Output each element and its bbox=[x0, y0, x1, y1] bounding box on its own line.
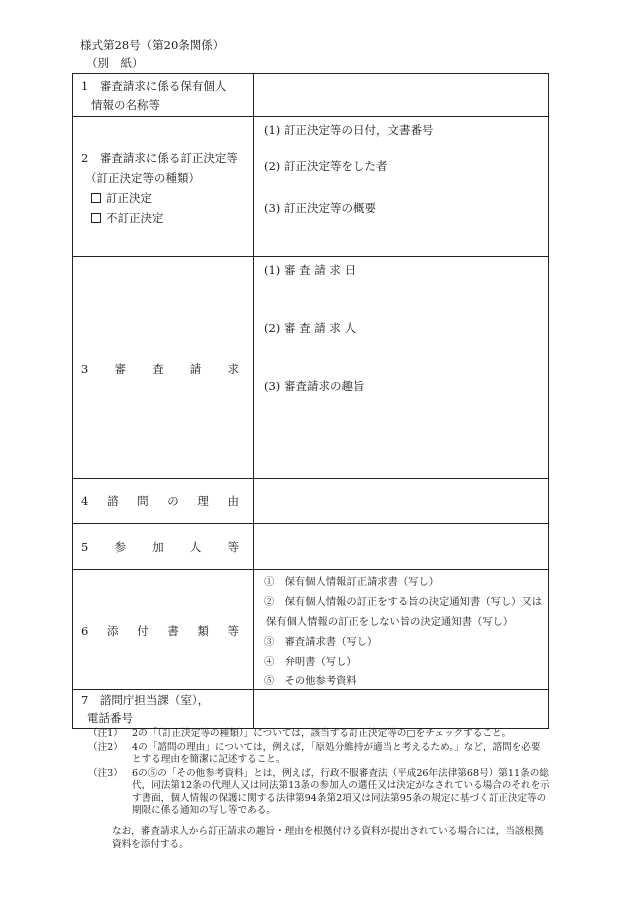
label-char: 請 bbox=[189, 362, 202, 376]
label-char: 参 bbox=[114, 540, 126, 554]
note-label: （注1） bbox=[88, 728, 123, 739]
label-line: 2 審査請求に係る訂正決定等 bbox=[81, 151, 238, 165]
item-requester: (2) 審 査 請 求 人 bbox=[264, 321, 357, 335]
label-char: 査 bbox=[152, 362, 164, 376]
label-line: 情報の名称等 bbox=[91, 98, 160, 112]
label-line: 1 審査請求に係る保有個人 bbox=[81, 79, 227, 93]
row-contact bbox=[73, 690, 549, 729]
label-char: 書 bbox=[167, 624, 179, 638]
note-text: 6の⑤の「その他参考資料」とは，例えば，行政不服審査法（平成26年法律第68号）第11条の総代，同法第12条の代理人又は同法第13条の参加人の選任又は決定がなされている場合のそれを示す書面，個人情報の保護に関する法律第94条第2項又は同法第95条の規定に基づく訂正決定等の期限に係る通知の写し等である。 bbox=[132, 767, 550, 816]
attachment-item: ① 保有個人情報訂正請求書（写し） bbox=[264, 576, 440, 588]
input-personal-info-name[interactable] bbox=[254, 74, 549, 117]
input-participants[interactable] bbox=[254, 524, 549, 570]
label-char: 由 bbox=[227, 494, 239, 508]
review-form-table bbox=[72, 73, 549, 729]
label-line: 電話番号 bbox=[87, 711, 133, 725]
label-spread bbox=[81, 540, 239, 554]
label-review-request bbox=[73, 257, 254, 479]
note-label: （注2） bbox=[88, 741, 123, 753]
label-char: 6 bbox=[81, 624, 89, 638]
final-note: なお，審査請求人から訂正請求の趣旨・理由を根拠付ける資料が提出されている場合には，当該根拠資料を添付する。 bbox=[112, 826, 544, 850]
label-correction-decision bbox=[73, 117, 254, 257]
label-char: 問 bbox=[137, 494, 149, 508]
input-contact[interactable] bbox=[254, 690, 549, 729]
attachment-item: ② 保有個人情報の訂正をする旨の決定通知書（写し）又は bbox=[264, 596, 543, 608]
row-consultation-reason bbox=[73, 479, 549, 524]
note-text: 4の「諮問の理由」については，例えば，「原処分維持が適当と考えるため。」など，諮問を必要とする理由を簡潔に記述すること。 bbox=[132, 741, 541, 765]
label-participants bbox=[73, 524, 254, 570]
label-consultation-reason bbox=[73, 479, 254, 524]
details-review-request[interactable] bbox=[254, 257, 549, 479]
item-decision-date: (1) 訂正決定等の日付，文書番号 bbox=[264, 123, 434, 137]
label-spread bbox=[81, 494, 239, 508]
attachment-item: ③ 審査請求書（写し） bbox=[264, 636, 378, 648]
note-item bbox=[88, 768, 550, 818]
row-correction-decision bbox=[73, 117, 549, 257]
label-char: 加 bbox=[152, 540, 164, 554]
option-no-correction[interactable] bbox=[91, 211, 164, 225]
label-attachments bbox=[73, 570, 254, 690]
row-review-request bbox=[73, 257, 549, 479]
label-char: 4 bbox=[81, 494, 89, 508]
label-char: 理 bbox=[197, 494, 209, 508]
label-line: 7 諮問庁担当課（室）， bbox=[81, 693, 210, 707]
label-char: 人 bbox=[189, 540, 202, 554]
label-char: 添 bbox=[106, 624, 119, 638]
attachment-item: 保有個人情報の訂正をしない旨の決定通知書（写し） bbox=[266, 616, 514, 628]
label-char: 審 bbox=[114, 362, 126, 376]
list-attachments bbox=[254, 570, 549, 690]
row-personal-info-name bbox=[73, 74, 549, 117]
label-char: の bbox=[167, 494, 179, 508]
item-decision-maker: (2) 訂正決定等をした者 bbox=[264, 159, 388, 173]
item-request-date: (1) 審 査 請 求 日 bbox=[264, 263, 357, 277]
attachment-label: （別 紙） bbox=[86, 56, 144, 70]
note-text: 2の「（訂正決定等の種類）」については，該当する訂正決定等の□をチェックすること。 bbox=[132, 728, 512, 739]
checkbox-icon[interactable] bbox=[91, 193, 101, 203]
item-decision-summary: (3) 訂正決定等の概要 bbox=[264, 201, 376, 215]
label-char: 諮 bbox=[106, 494, 119, 508]
label-contact bbox=[73, 690, 254, 729]
label-spread bbox=[81, 624, 239, 638]
label-char: 等 bbox=[227, 540, 239, 554]
option-correction[interactable] bbox=[91, 191, 152, 205]
label-spread bbox=[81, 362, 239, 376]
note-item bbox=[88, 742, 550, 767]
checkbox-icon[interactable] bbox=[91, 213, 101, 223]
row-participants bbox=[73, 524, 549, 570]
form-number: 様式第28号（第20条関係） bbox=[80, 38, 225, 52]
notes-section bbox=[88, 728, 550, 819]
label-char: 等 bbox=[227, 624, 239, 638]
note-item bbox=[88, 728, 550, 741]
label-char: 類 bbox=[197, 624, 209, 638]
label-char: 付 bbox=[137, 624, 149, 638]
row-attachments bbox=[73, 570, 549, 690]
label-line: （訂正決定等の種類） bbox=[85, 171, 200, 185]
label-char: 5 bbox=[81, 540, 89, 554]
details-correction-decision[interactable] bbox=[254, 117, 549, 257]
label-char: 3 bbox=[81, 362, 89, 376]
option-label: 不訂正決定 bbox=[106, 211, 164, 225]
option-label: 訂正決定 bbox=[106, 191, 152, 205]
label-personal-info-name bbox=[73, 74, 254, 117]
attachment-item: ④ 弁明書（写し） bbox=[264, 656, 357, 668]
attachment-item: ⑤ その他参考資料 bbox=[264, 675, 357, 687]
input-consultation-reason[interactable] bbox=[254, 479, 549, 524]
note-label: （注3） bbox=[88, 767, 123, 779]
item-request-purpose: (3) 審査請求の趣旨 bbox=[264, 379, 365, 393]
label-char: 求 bbox=[227, 362, 239, 376]
